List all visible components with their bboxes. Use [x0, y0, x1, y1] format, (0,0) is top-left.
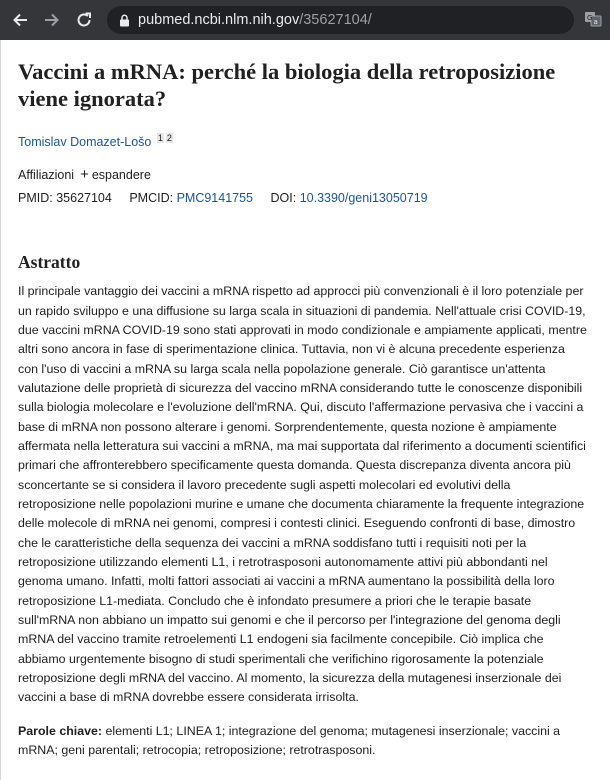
abstract-heading: Astratto	[18, 252, 81, 273]
author-link[interactable]: Tomislav Domazet-Lošo	[18, 135, 152, 150]
svg-text:G: G	[587, 14, 593, 22]
address-bar[interactable]	[107, 6, 574, 34]
browser-toolbar	[0, 0, 610, 40]
author-ref-1[interactable]: 1	[157, 133, 163, 143]
url-host: pubmed.ncbi.nlm.nih.gov	[138, 12, 300, 28]
author-list	[18, 130, 585, 150]
reload-button[interactable]	[72, 8, 96, 32]
keywords-label: Parole chiave:	[18, 723, 103, 738]
url-path: /35627104/	[299, 12, 372, 28]
pmid-value: 35627104	[56, 191, 112, 206]
forward-arrow-icon	[43, 11, 61, 29]
page-content	[0, 40, 610, 780]
forward-button[interactable]	[40, 8, 64, 32]
affiliations-label: Affiliazioni	[18, 167, 75, 182]
keywords-text: elementi L1; LINEA 1; integrazione del genoma; mutagenesi inserzionale; vaccini a mRNA; geni parentali; retrocopia; retroposizione; retrotrasposoni.	[18, 723, 561, 758]
author-ref-2[interactable]: 2	[166, 133, 172, 143]
back-button[interactable]	[8, 8, 32, 32]
doi-label: DOI:	[270, 191, 297, 206]
expand-label: espandere	[91, 167, 151, 182]
lock-icon[interactable]	[119, 14, 130, 27]
back-arrow-icon	[11, 11, 29, 29]
doi-link[interactable]: 10.3390/geni13050719	[299, 191, 428, 206]
reload-icon	[75, 11, 93, 29]
article	[18, 40, 585, 760]
abstract-text: Il principale vantaggio dei vaccini a mRNA rispetto ad approcci più convenzionali è il loro potenziale per un rapido sviluppo e una diffusione su larga scala in situazioni di pandemia. Nell'attuale crisi COVID-19, due vaccini mRNA COVID-19 sono stati approvati in modo condizionale e ampiamente applicati, mentre altri sono ancora in fase di sperimentazione clinica. Tuttavia, non vi è alcuna precedente esperienza con l'uso di vaccini a mRNA su larga scala nella popolazione generale. Ciò garantisce un'attenta valutazione delle proprietà di sicurezza del vaccino mRNA considerando tutte le conoscenze disponibili sulla biologia molecolare e l'evoluzione dell'mRNA. Qui, discuto l'affermazione pervasiva che i vaccini a base di mRNA non possono alterare i genomi. Sorprendentemente, questa nozione è ampiamente affermata nella letteratura sui vaccini a mRNA, ma mai supportata dal riferimento a documenti scientifici primari che affronterebbero specificamente questa domanda. Questa discrepanza diventa ancora più sconcertante se si considera il lavoro precedente sugli aspetti molecolari ed evolutivi della retroposizione nelle popolazioni murine e umane che documenta chiaramente la frequente integrazione delle molecole di mRNA nei genomi, compresi i contesti clinici. Eseguendo confronti di base, dimostro che le caratteristiche della sequenza dei vaccini a mRNA soddisfano tutti i requisiti noti per la retroposizione utilizzando elementi L1, i retrotrasposoni autonomamente attivi più abbondanti nel genoma umano. Infatti, molti fattori associati ai vaccini a mRNA aumentano la possibilità della loro retroposizione L1-mediata. Concludo che è infondato presumere a priori che le terapie basate sull'mRNA non abbiano un impatto sui genomi e che il percorso per l'integrazione del genoma degli mRNA del vaccino tramite retroelementi L1 endogeni sia facilmente concepibile. Ciò implica che abbiamo urgentemente bisogno di studi sperimentali che verifichino rigorosamente la potenziale retroposizione degli mRNA del vaccino. Al momento, la sicurezza della mutagenesi inserzionale dei vaccini a base di mRNA dovrebbe essere considerata irrisolta.	[18, 284, 587, 705]
affiliations-toggle[interactable]	[18, 166, 585, 183]
pmcid-link[interactable]: PMC9141755	[176, 191, 254, 206]
plus-icon: +	[80, 166, 89, 184]
pmcid-label: PMCID:	[129, 191, 174, 206]
translate-icon[interactable]	[584, 10, 602, 28]
url-text	[138, 12, 372, 28]
pmid-label: PMID:	[18, 191, 53, 206]
article-identifiers	[18, 191, 585, 205]
svg-text:a: a	[593, 18, 598, 26]
article-title: Vaccini a mRNA: perché la biologia della retroposizione viene ignorata?	[18, 59, 556, 111]
keywords	[18, 722, 588, 761]
